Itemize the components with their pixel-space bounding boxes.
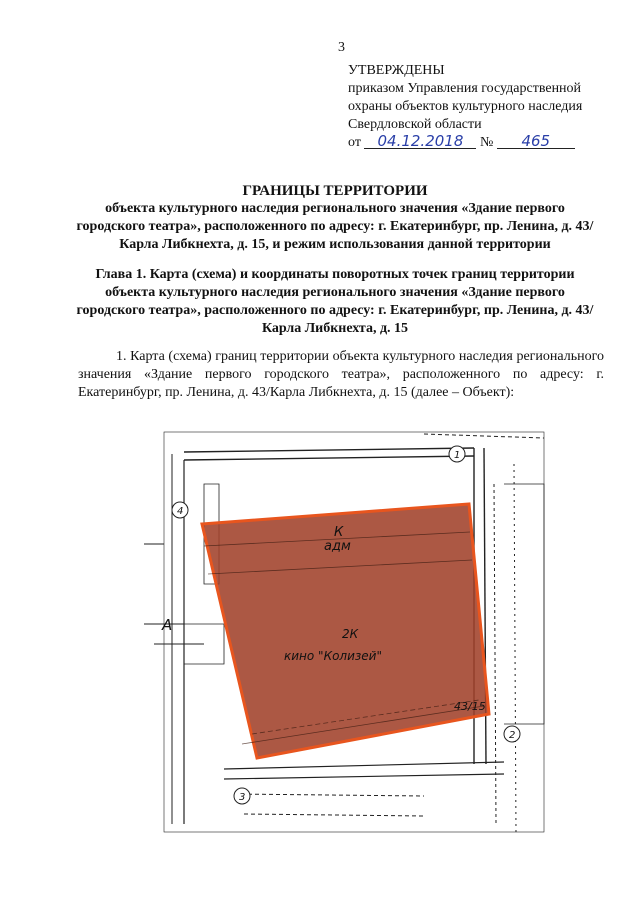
map-label-a: А [162,616,173,634]
approval-heading: УТВЕРЖДЕНЫ [348,63,445,78]
boundary-point-4 [172,502,188,518]
page-number: 3 [338,40,345,55]
map-label-adm: адм [324,539,351,554]
map-label-k: К [334,525,344,540]
document-title: ГРАНИЦЫ ТЕРРИТОРИИ [242,183,428,199]
map-label-2k: 2К [342,627,359,641]
chapter-heading: Глава 1. Карта (схема) и координаты поворотных точек границ территории объекта культурного наследия регионального значения «Здание первого городского театра», расположенного по адресу: г. Екатеринбург, пр. Ленина, д. 43/Карла Либкнехта, д. 15 [76,267,594,336]
map-label-cinema: кино "Колизей" [284,649,382,663]
approval-line-3: Свердловской области [348,117,482,132]
date-prefix: от [348,135,361,150]
approval-block [348,62,582,152]
territory-map [124,424,556,842]
svg-text:3: 3 [239,792,246,803]
number-sign: № [479,135,494,150]
paragraph-1: 1. Карта (схема) границ территории объекта культурного наследия регионального значения «Здание первого городского театра», расположенного по адресу: г. Екатеринбург, пр. Ленина, д. 43/Карла Либкнехта, д. 15 (далее – Объект): [78,349,604,400]
approval-line-2: охраны объектов культурного наследия [348,99,583,114]
date-value: 04.12.2018 [364,134,476,149]
map-label-address: 43/15 [454,700,486,713]
boundary-point-1 [449,446,465,462]
boundary-point-2 [504,726,520,742]
svg-text:1: 1 [454,450,461,461]
number-value: 465 [497,134,575,149]
document-subtitle: объекта культурного наследия регионального значения «Здание первого городского театра», расположенного по адресу: г. Екатеринбург, пр. Ленина, д. 43/Карла Либкнехта, д. 15, и режим использования данной территории [76,201,594,252]
svg-text:4: 4 [177,506,184,517]
boundary-point-3 [234,788,250,804]
approval-date-line [348,134,582,152]
approval-line-1: приказом Управления государственной [348,81,582,96]
svg-text:2: 2 [509,730,516,741]
